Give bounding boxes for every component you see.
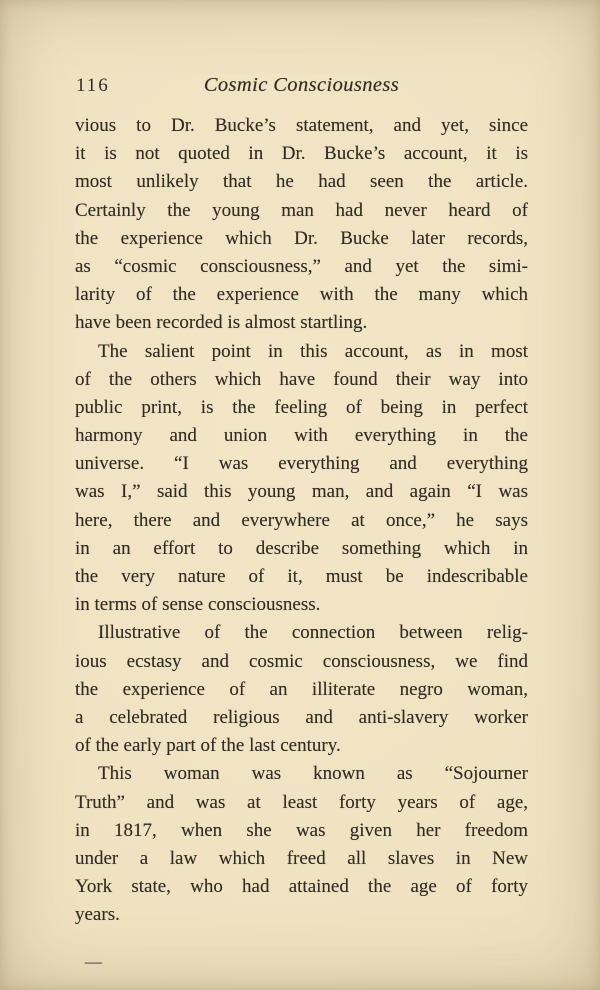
text-line: in an effort to describe something which in [75,537,528,559]
text-line: harmony and union with everything in the [75,425,528,447]
text-line: most unlikely that he had seen the article. [75,171,528,193]
text-line: of the others which have found their way into [75,368,528,390]
text-line: a celebrated religious and anti-slavery worker [75,706,528,728]
text-line: Illustrative of the connection between relig- [98,622,528,644]
bottom-mark: — [85,952,102,971]
text-line: larity of the experience with the many which [75,284,528,306]
text-line: Truth” and was at least forty years of age, [75,791,528,813]
text-line: the experience of an illiterate negro woman, [75,678,528,700]
text-line: universe. “I was everything and everything [75,453,528,475]
text-line: in 1817, when she was given her freedom [75,819,528,841]
text-line: of the early part of the last century. [75,735,341,757]
text-line: here, there and everywhere at once,” he says [75,509,528,531]
text-line: York state, who had attained the age of forty [75,876,528,898]
paragraph [75,112,528,338]
text-line: public print, is the feeling of being in perfect [75,396,528,418]
running-title: Cosmic Consciousness [203,74,400,96]
text-line: have been recorded is almost startling. [75,312,368,334]
text-line: vious to Dr. Bucke’s statement, and yet, since [75,115,528,136]
text-line: ious ecstasy and cosmic consciousness, we find [75,650,528,672]
page-header [75,74,528,100]
text-line: was I,” said this young man, and again “I was [75,481,528,503]
text-line: it is not quoted in Dr. Bucke’s account, it is [75,143,528,165]
text-line: This woman was known as “Sojourner [98,763,528,785]
text-line: the experience which Dr. Bucke later records, [75,227,528,249]
page-number: 116 [76,75,110,96]
text-line: under a law which freed all slaves in New [75,847,528,869]
text-line: the very nature of it, must be indescribable [75,566,528,587]
paragraph [75,760,528,929]
text-line: The salient point in this account, as in most [98,340,528,362]
paragraph [75,619,528,760]
text-line: years. [75,904,120,926]
body-text [75,112,528,929]
text-line: Certainly the young man had never heard of [75,199,528,221]
text-line: in terms of sense consciousness. [75,594,321,616]
paragraph [75,338,528,620]
text-line: as “cosmic consciousness,” and yet the simi- [75,255,528,277]
